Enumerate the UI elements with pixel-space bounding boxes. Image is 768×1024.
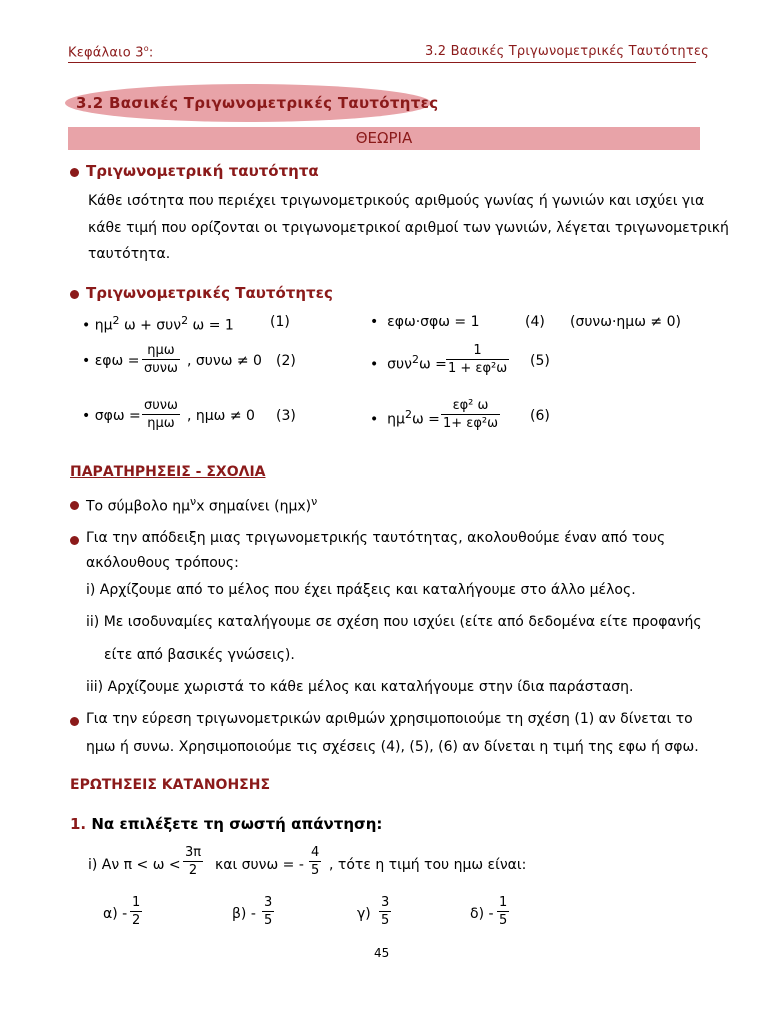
identity-1: • $\eta\mu^2$ ω + συν$^2$ ω = 1 <box>82 314 234 334</box>
identity-6-lhs: • $\eta\mu^2\omega$ = <box>370 408 440 428</box>
remark-2-item-ii: ii) Με ισοδυναμίες καταλήγουμε σε σχέση που ισχύει (είτε από δεδομένα είτε προφανής <box>86 614 702 630</box>
remark-3-line: Για την εύρεση τριγωνομετρικών αριθμών χρησιμοποιούμε τη σχέση (1) αν δίνεται το <box>86 711 693 727</box>
identity-2-condition: , συνω ≠ 0 <box>187 353 262 369</box>
question-1: 1. Να επιλέξετε τη σωστή απάντηση: <box>70 815 383 833</box>
identity-4-number: (4) <box>525 314 545 330</box>
identity-2-number: (2) <box>276 353 296 369</box>
remark-2-item-i: i) Αρχίζουμε από το μέλος που έχει πράξεις και καταλήγουμε στο άλλο μέλος. <box>86 582 636 598</box>
remarks-heading: ΠΑΡΑΤΗΡΗΣΕΙΣ - ΣΧΟΛΙΑ <box>70 464 266 480</box>
option-c-fraction: $\frac{3}{5}$ <box>381 895 390 928</box>
bullet-dot <box>70 168 79 177</box>
identity-6-number: (6) <box>530 408 550 424</box>
question-1i-part-c: , τότε η τιμή του ημω είναι: <box>329 857 527 873</box>
option-a-label: α) - <box>103 906 128 922</box>
identity-3-condition: , ημω ≠ 0 <box>187 408 255 424</box>
option-c-label: γ) <box>357 906 371 922</box>
bullet-dot <box>70 290 79 299</box>
remark-2-line: ακόλουθους τρόπους: <box>86 555 239 571</box>
identity-2-lhs: • εφω = <box>82 353 140 369</box>
identities-heading: Τριγωνομετρικές Ταυτότητες <box>86 284 333 302</box>
theory-heading: ΘΕΩΡΙΑ <box>355 129 413 147</box>
identity-3-fraction: συνω ημω <box>144 398 178 431</box>
option-b-label: β) - <box>232 906 256 922</box>
option-a-fraction: $\frac{1}{2}$ <box>132 895 141 928</box>
identity-5-lhs: • συν$^2$ω = <box>370 353 447 373</box>
remark-2-item-ii-cont: είτε από βασικές γνώσεις). <box>104 647 295 663</box>
identity-5-number: (5) <box>530 353 550 369</box>
identity-6-fraction: $\frac{\text{εφ² ω}}{\text{1+ εφ²ω}}$ <box>443 398 498 431</box>
running-header-section: 3.2 Βασικές Τριγωνομετρικές Ταυτότητες <box>425 44 709 59</box>
bullet-dot <box>70 501 79 510</box>
identity-def-line: κάθε τιμή που ορίζονται οι τριγωνομετρικοί αριθμοί των γωνιών, λέγεται τριγωνομετρική <box>88 220 729 236</box>
question-1i-fraction-1: $\frac{3\pi}{2}$ <box>185 845 202 878</box>
identity-4-condition: (συνω·ημω ≠ 0) <box>570 314 681 330</box>
option-d-label: δ) - <box>470 906 494 922</box>
identity-3-number: (3) <box>276 408 296 424</box>
bullet-dot <box>70 536 79 545</box>
theory-band <box>68 127 700 150</box>
running-header-chapter: Κεφάλαιο $3^o$: <box>68 44 154 61</box>
section-title: 3.2 Βασικές Τριγωνομετρικές Ταυτότητες <box>76 94 439 112</box>
identity-2-fraction: ημω συνω <box>144 343 178 376</box>
identity-def-line: Κάθε ισότητα που περιέχει τριγωνομετρικούς αριθμούς γωνίας ή γωνιών και ισχύει για <box>88 193 705 209</box>
identity-5-fraction: $\frac{1}{\text{1 + εφ²ω}}$ <box>448 343 508 376</box>
identity-4: • εφω·σφω = 1 <box>370 314 480 330</box>
bullet-dot <box>70 717 79 726</box>
remark-3-line: ημω ή συνω. Χρησιμοποιούμε τις σχέσεις (4), (5), (6) αν δίνεται η τιμή της εφω ή σφω. <box>86 739 699 755</box>
question-1i-part-a: i) Αν π < ω < <box>88 857 181 873</box>
header-rule <box>68 62 696 63</box>
identity-3-lhs: • σφω = <box>82 408 141 424</box>
question-1i-part-b: και συνω = - <box>215 857 304 873</box>
remark-2-line: Για την απόδειξη μιας τριγωνομετρικής ταυτότητας, ακολουθούμε έναν από τους <box>86 530 666 546</box>
identity-1-number: (1) <box>270 314 290 330</box>
identity-def-line: ταυτότητα. <box>88 246 171 262</box>
option-b-fraction: $\frac{3}{5}$ <box>264 895 273 928</box>
remark-1: Το σύμβολο $\eta\mu^\nu x$ σημαίνει $(\eta\mu x)^\nu$ <box>86 495 318 515</box>
question-1i-fraction-2: $\frac{4}{5}$ <box>311 845 320 878</box>
identity-def-heading: Τριγωνομετρική ταυτότητα <box>86 162 319 180</box>
remark-2-item-iii: iii) Αρχίζουμε χωριστά το κάθε μέλος και καταλήγουμε στην ίδια παράσταση. <box>86 679 634 695</box>
page-number: 45 <box>374 946 390 960</box>
questions-heading: ΕΡΩΤΗΣΕΙΣ ΚΑΤΑΝΟΗΣΗΣ <box>70 777 271 793</box>
option-d-fraction: $\frac{1}{5}$ <box>499 895 508 928</box>
